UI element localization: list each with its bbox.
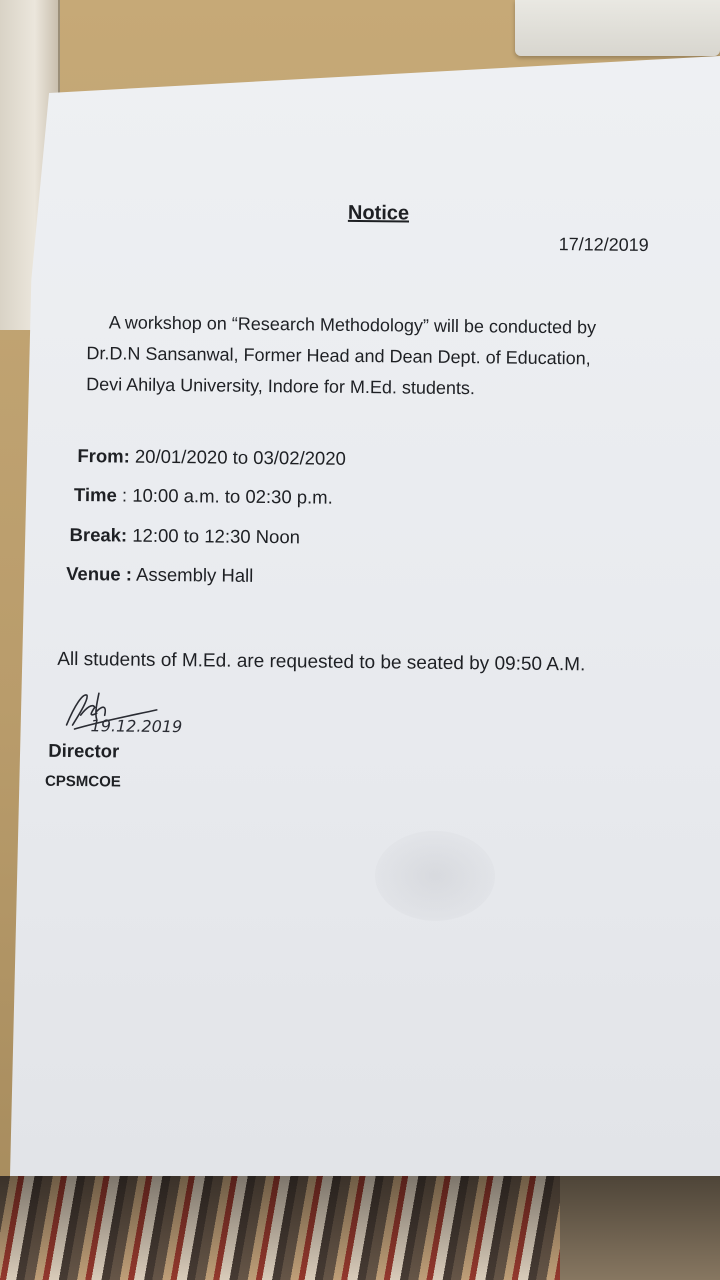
from-label: From: [77,445,130,467]
time-line [74,484,333,509]
paragraph-line: Devi Ahilya University, Indore for M.Ed. students. [86,374,476,399]
break-line [69,524,300,548]
closing-line: All students of M.Ed. are requested to be seated by 09:50 A.M. [57,648,586,676]
handwritten-signature [60,685,221,737]
break-value: 12:00 to 12:30 Noon [127,524,301,548]
cloth-shadow [0,1176,720,1280]
organization-name: CPSMCOE [44,772,121,791]
venue-value: Assembly Hall [131,563,254,586]
paragraph-line: Dr.D.N Sansanwal, Former Head and Dean Dept. of Education, [86,343,591,369]
from-value: 20/01/2020 to 03/02/2020 [129,445,346,469]
paper-smudge [375,830,496,921]
venue-label: Venue : [66,562,133,585]
signature-date: 19.12.2019 [90,716,183,737]
time-value: : 10:00 a.m. to 02:30 p.m. [116,484,333,508]
signatory-title: Director [48,739,120,762]
notice-date: 17/12/2019 [558,234,649,256]
notice-paragraph [86,307,677,406]
venue-line [66,563,253,587]
time-label: Time [73,484,117,506]
break-label: Break: [69,523,128,546]
notice-title: Notice [347,201,410,225]
from-line [77,445,346,470]
paragraph-line: A workshop on “Research Methodology” will be conducted by [108,312,597,338]
